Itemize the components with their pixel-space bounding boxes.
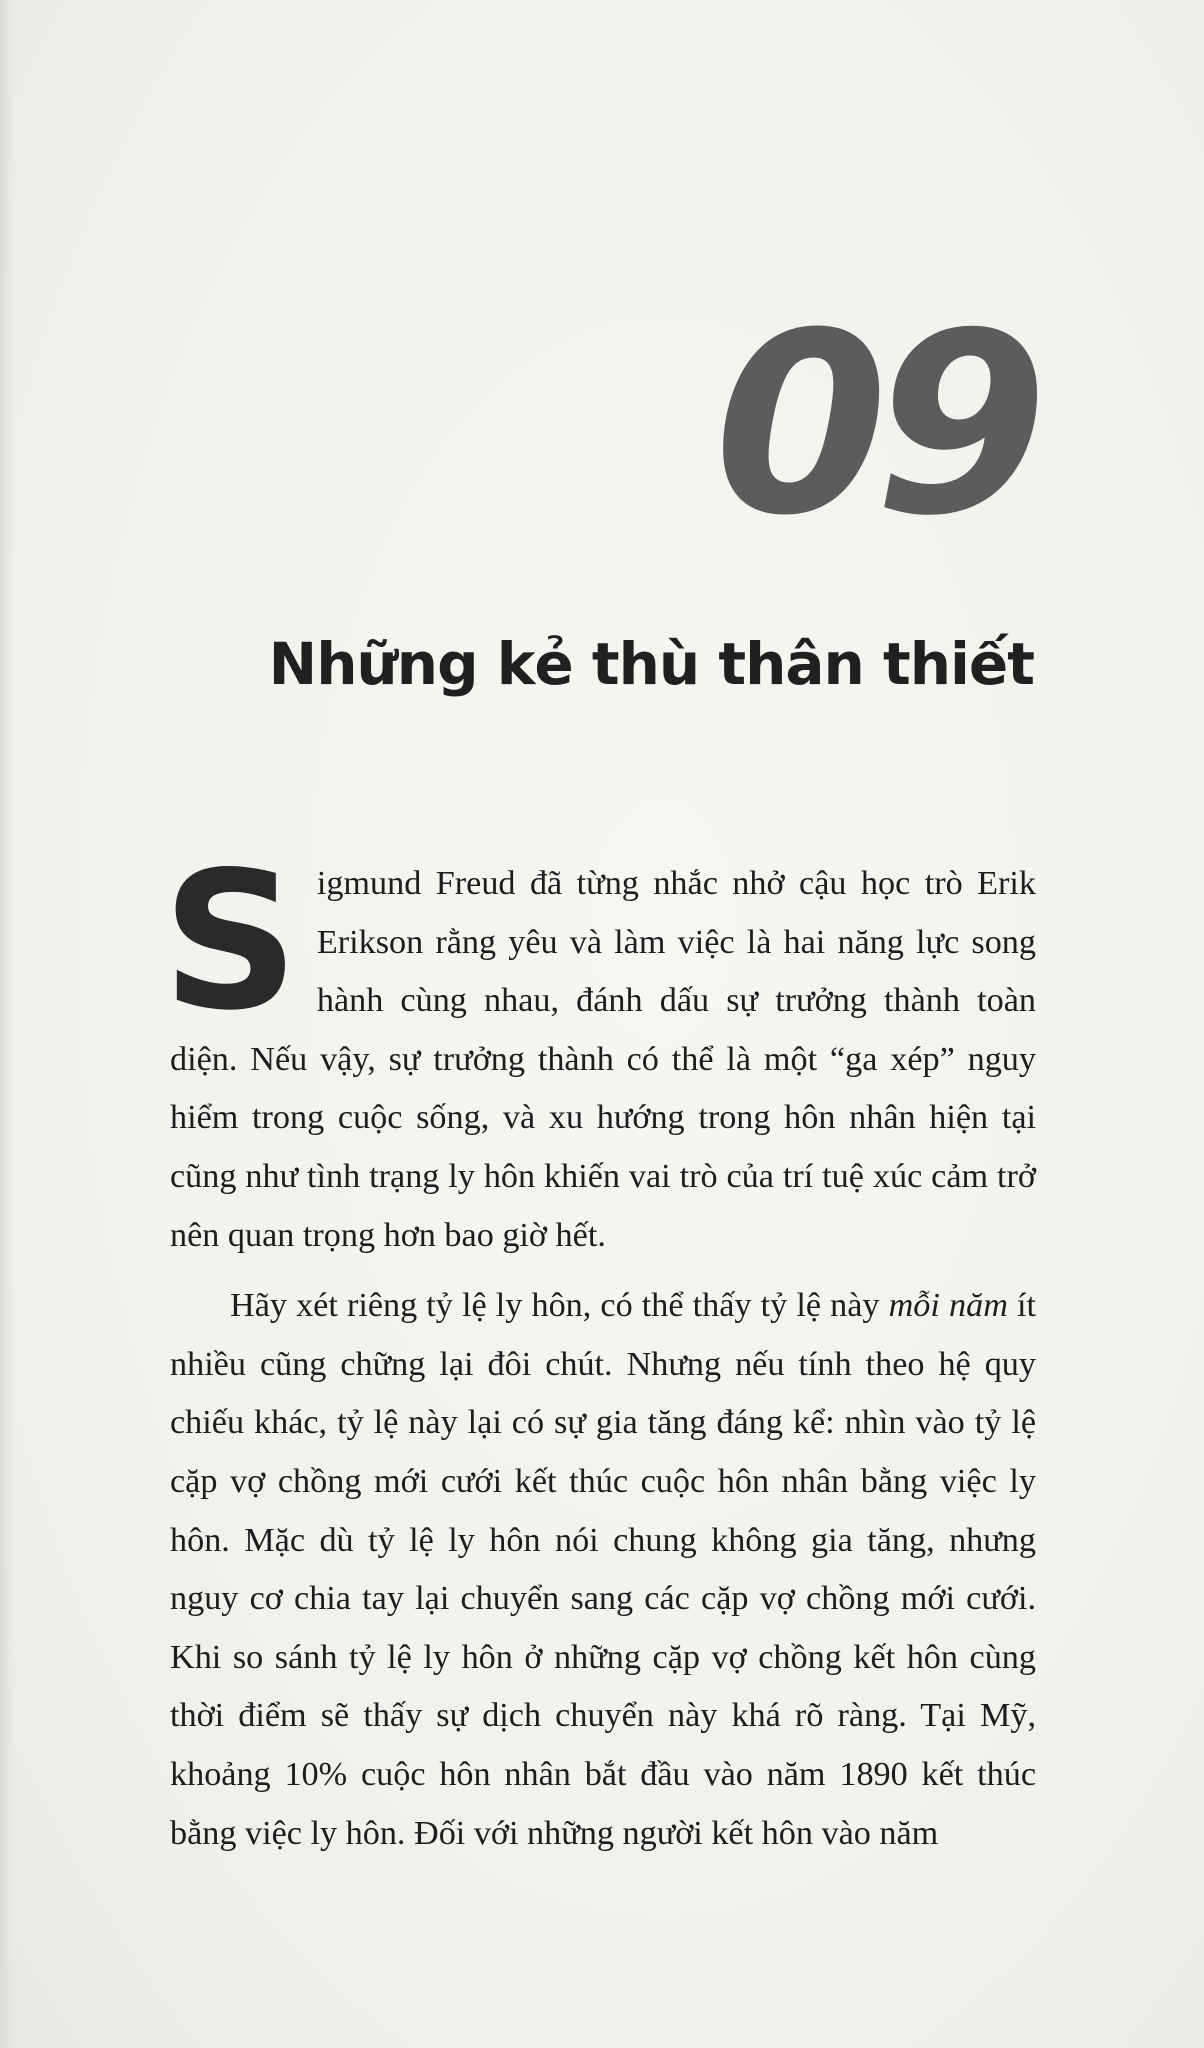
page-edge-shadow bbox=[0, 0, 14, 2048]
paragraph-1 bbox=[162, 831, 1036, 1265]
paragraph-2 bbox=[170, 1277, 1036, 1863]
paragraph-2-text-end: ít nhiều cũng chững lại đôi chút. Nhưng nếu tính theo hệ quy chiếu khác, tỷ lệ này lại có sự gia tăng đáng kể: nhìn vào tỷ lệ cặp vợ chồng mới cưới kết thúc cuộc hôn nhân bằng việc ly hôn. Mặc dù tỷ lệ ly hôn nói chung không gia tăng, nhưng nguy cơ chia tay lại chuyển sang các cặp vợ chồng mới cưới. Khi so sánh tỷ lệ ly hôn ở những cặp vợ chồng kết hôn cùng thời điểm sẽ thấy sự dịch chuyển này khá rõ ràng. Tại Mỹ, khoảng 10% cuộc hôn nhân bắt đầu vào năm 1890 kết thúc bằng việc ly hôn. Đối với những người kết hôn vào năm bbox=[170, 1287, 1036, 1852]
drop-cap: S bbox=[162, 831, 299, 1052]
chapter-number: 09 bbox=[714, 279, 1034, 570]
paragraph-2-emphasis: mỗi năm bbox=[888, 1287, 1008, 1325]
paragraph-1-text: igmund Freud đã từng nhắc nhở cậu học trò Erik Erikson rằng yêu và làm việc là hai năng lực song hành cùng nhau, đánh dấu sự trưởng thành toàn diện. Nếu vậy, sự trưởng thành có thể là một “ga xép” nguy hiểm trong cuộc sống, và xu hướng trong hôn nhân hiện tại cũng như tình trạng ly hôn khiến vai trò của trí tuệ xúc cảm trở nên quan trọng hơn bao giờ hết. bbox=[170, 865, 1036, 1254]
chapter-title: Những kẻ thù thân thiết bbox=[268, 630, 1034, 698]
chapter-body bbox=[162, 831, 1036, 1863]
paragraph-2-text-start: Hãy xét riêng tỷ lệ ly hôn, có thể thấy tỷ lệ này bbox=[230, 1287, 889, 1325]
